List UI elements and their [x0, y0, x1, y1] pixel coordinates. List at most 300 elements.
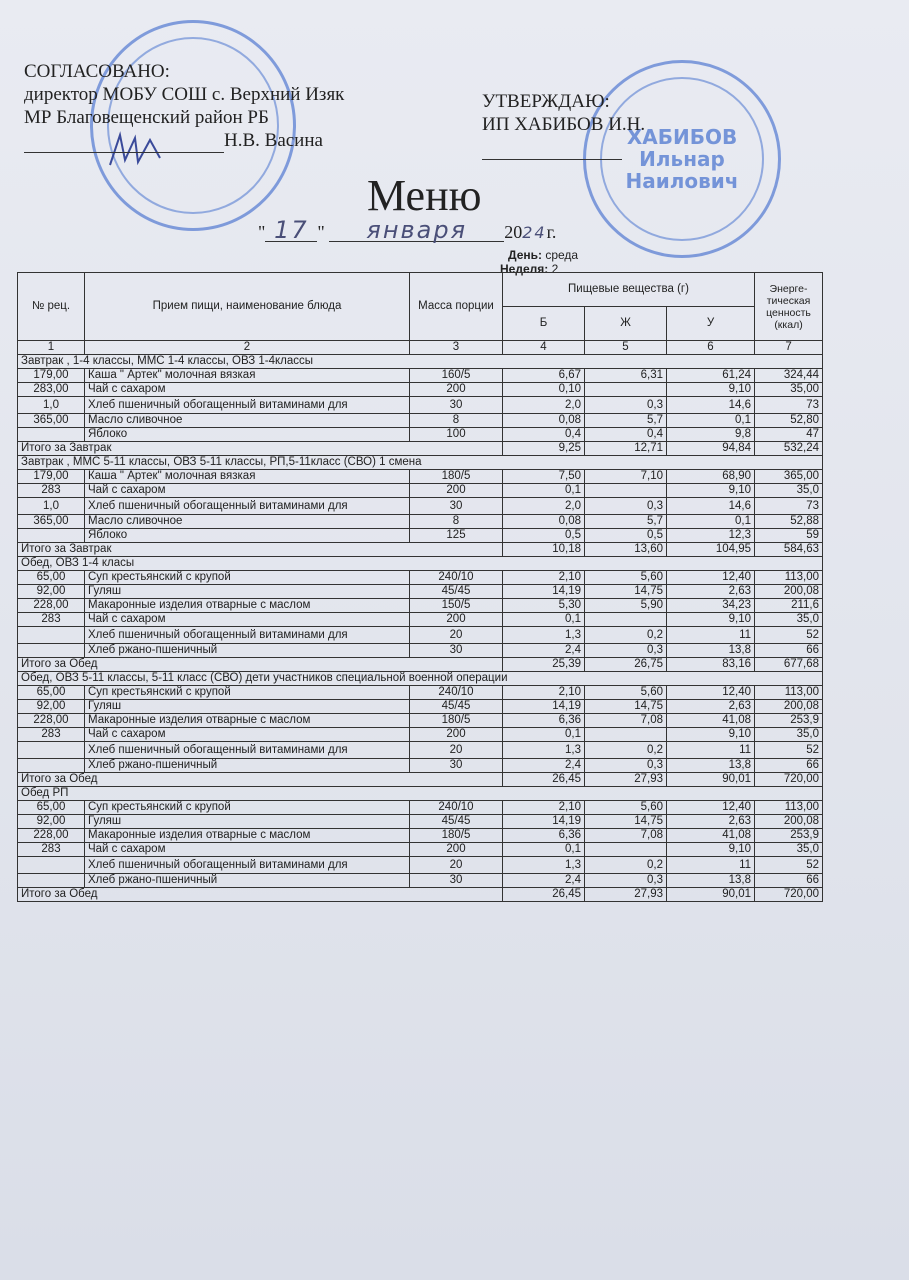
carbs-value: 12,3 — [667, 529, 755, 543]
carbs-value: 9,10 — [667, 484, 755, 498]
section-title: Завтрак , ММС 5-11 классы, ОВЗ 5-11 классы, РП,5-11класс (СВО) 1 смена — [18, 456, 823, 470]
portion-mass: 180/5 — [410, 470, 503, 484]
recipe-number — [18, 644, 85, 658]
portion-mass: 150/5 — [410, 599, 503, 613]
dish-name: Суп крестьянский с крупой — [85, 686, 410, 700]
recipe-number: 179,00 — [18, 470, 85, 484]
carbs-value: 13,8 — [667, 644, 755, 658]
header-rec: № рец. — [18, 273, 85, 341]
recipe-number — [18, 857, 85, 874]
dish-name: Гуляш — [85, 700, 410, 714]
fat-value: 0,3 — [585, 874, 667, 888]
fat-value: 5,60 — [585, 801, 667, 815]
energy-value: 52 — [755, 857, 823, 874]
carbs-value: 12,40 — [667, 571, 755, 585]
recipe-number: 92,00 — [18, 585, 85, 599]
dish-name: Хлеб ржано-пшеничный — [85, 759, 410, 773]
section-title: Завтрак , 1-4 классы, МMC 1-4 классы, ОВЗ 1-4классы — [18, 355, 823, 369]
energy-value: 113,00 — [755, 571, 823, 585]
dish-name: Макаронные изделия отварные с маслом — [85, 714, 410, 728]
col-number: 4 — [503, 341, 585, 355]
fat-value: 7,10 — [585, 470, 667, 484]
confirm-signature-line — [482, 136, 645, 160]
recipe-number — [18, 627, 85, 644]
dish-row — [18, 874, 823, 888]
date-year-suffix: 24 — [522, 223, 547, 242]
fat-value: 5,7 — [585, 414, 667, 428]
energy-value: 35,0 — [755, 484, 823, 498]
section-row — [18, 557, 823, 571]
energy-value: 365,00 — [755, 470, 823, 484]
dish-name: Чай с сахаром — [85, 843, 410, 857]
recipe-number — [18, 759, 85, 773]
total-row — [18, 773, 823, 787]
total-value: 26,45 — [503, 888, 585, 902]
portion-mass: 100 — [410, 428, 503, 442]
portion-mass: 8 — [410, 414, 503, 428]
portion-mass: 240/10 — [410, 801, 503, 815]
fat-value: 7,08 — [585, 829, 667, 843]
col-number: 3 — [410, 341, 503, 355]
recipe-number — [18, 742, 85, 759]
total-value: 90,01 — [667, 888, 755, 902]
fat-value: 0,3 — [585, 397, 667, 414]
date-day: 17 — [265, 219, 317, 242]
confirm-block — [482, 90, 645, 160]
recipe-number: 283 — [18, 484, 85, 498]
fat-value: 7,08 — [585, 714, 667, 728]
fat-value — [585, 613, 667, 627]
dish-row — [18, 515, 823, 529]
recipe-number: 179,00 — [18, 369, 85, 383]
total-value: 12,71 — [585, 442, 667, 456]
recipe-number: 65,00 — [18, 801, 85, 815]
dish-row — [18, 571, 823, 585]
dish-name: Каша " Артек" молочная вязкая — [85, 470, 410, 484]
dish-row — [18, 627, 823, 644]
section-title: Обед, ОВЗ 1-4 класы — [18, 557, 823, 571]
date-month: января — [329, 219, 504, 242]
total-value: 584,63 — [755, 543, 823, 557]
dish-row — [18, 414, 823, 428]
column-number-row — [18, 341, 823, 355]
day-line — [508, 248, 578, 262]
portion-mass: 30 — [410, 759, 503, 773]
fat-value: 14,75 — [585, 700, 667, 714]
carbs-value: 2,63 — [667, 700, 755, 714]
energy-value: 35,0 — [755, 728, 823, 742]
dish-name: Макаронные изделия отварные с маслом — [85, 829, 410, 843]
section-row — [18, 787, 823, 801]
dish-row — [18, 383, 823, 397]
protein-value: 6,36 — [503, 829, 585, 843]
carbs-value: 68,90 — [667, 470, 755, 484]
protein-value: 0,08 — [503, 515, 585, 529]
portion-mass: 45/45 — [410, 815, 503, 829]
dish-name: Макаронные изделия отварные с маслом — [85, 599, 410, 613]
dish-row — [18, 829, 823, 843]
fat-value: 5,7 — [585, 515, 667, 529]
recipe-number — [18, 529, 85, 543]
protein-value: 2,4 — [503, 644, 585, 658]
dish-row — [18, 801, 823, 815]
portion-mass: 160/5 — [410, 369, 503, 383]
approval-block — [24, 60, 344, 153]
fat-value — [585, 843, 667, 857]
dish-name: Гуляш — [85, 815, 410, 829]
total-value: 9,25 — [503, 442, 585, 456]
carbs-value: 9,10 — [667, 383, 755, 397]
carbs-value: 41,08 — [667, 829, 755, 843]
recipe-number: 92,00 — [18, 815, 85, 829]
dish-row — [18, 700, 823, 714]
energy-value: 200,08 — [755, 815, 823, 829]
dish-row — [18, 843, 823, 857]
header-protein: Б — [503, 307, 585, 341]
recipe-number: 65,00 — [18, 571, 85, 585]
energy-value: 324,44 — [755, 369, 823, 383]
portion-mass: 200 — [410, 613, 503, 627]
recipe-number: 65,00 — [18, 686, 85, 700]
col-number: 6 — [667, 341, 755, 355]
dish-row — [18, 599, 823, 613]
portion-mass: 180/5 — [410, 714, 503, 728]
fat-value — [585, 484, 667, 498]
approval-district: МР Благовещенский район РБ — [24, 107, 269, 128]
energy-value: 52 — [755, 627, 823, 644]
carbs-value: 11 — [667, 742, 755, 759]
protein-value: 2,0 — [503, 397, 585, 414]
date-quote: " — [258, 222, 266, 242]
protein-value: 2,10 — [503, 686, 585, 700]
protein-value: 0,1 — [503, 843, 585, 857]
dish-row — [18, 498, 823, 515]
total-label: Итого за Завтрак — [18, 442, 503, 456]
dish-name: Гуляш — [85, 585, 410, 599]
recipe-number: 365,00 — [18, 515, 85, 529]
protein-value: 14,19 — [503, 585, 585, 599]
recipe-number: 283 — [18, 843, 85, 857]
week-value: 2 — [551, 262, 559, 276]
total-value: 13,60 — [585, 543, 667, 557]
portion-mass: 20 — [410, 627, 503, 644]
protein-value: 6,67 — [503, 369, 585, 383]
section-title: Обед, ОВЗ 5-11 классы, 5-11 класс (СВО) дети участников специальной военной операции — [18, 672, 823, 686]
recipe-number: 92,00 — [18, 700, 85, 714]
fat-value: 14,75 — [585, 585, 667, 599]
total-value: 27,93 — [585, 773, 667, 787]
energy-value: 200,08 — [755, 700, 823, 714]
dish-name: Хлеб пшеничный обогащенный витаминами для — [85, 627, 410, 644]
dish-name: Чай с сахаром — [85, 383, 410, 397]
total-row — [18, 442, 823, 456]
total-value: 83,16 — [667, 658, 755, 672]
total-label: Итого за Обед — [18, 888, 503, 902]
energy-value: 35,0 — [755, 613, 823, 627]
total-value: 90,01 — [667, 773, 755, 787]
dish-row — [18, 644, 823, 658]
protein-value: 0,4 — [503, 428, 585, 442]
fat-value: 5,60 — [585, 686, 667, 700]
energy-value: 66 — [755, 759, 823, 773]
dish-name: Хлеб ржано-пшеничный — [85, 874, 410, 888]
total-value: 677,68 — [755, 658, 823, 672]
header-energy: Энерге-тическая ценность (ккал) — [755, 273, 823, 341]
portion-mass: 30 — [410, 397, 503, 414]
dish-row — [18, 714, 823, 728]
approval-signature-line — [24, 129, 344, 153]
recipe-number: 283 — [18, 728, 85, 742]
energy-value: 52,88 — [755, 515, 823, 529]
carbs-value: 9,10 — [667, 613, 755, 627]
energy-value: 73 — [755, 498, 823, 515]
portion-mass: 125 — [410, 529, 503, 543]
energy-value: 59 — [755, 529, 823, 543]
carbs-value: 13,8 — [667, 874, 755, 888]
energy-value: 113,00 — [755, 686, 823, 700]
dish-row — [18, 484, 823, 498]
carbs-value: 11 — [667, 627, 755, 644]
carbs-value: 14,6 — [667, 498, 755, 515]
protein-value: 7,50 — [503, 470, 585, 484]
dish-name: Хлеб ржано-пшеничный — [85, 644, 410, 658]
carbs-value: 2,63 — [667, 815, 755, 829]
total-value: 720,00 — [755, 888, 823, 902]
dish-row — [18, 369, 823, 383]
portion-mass: 45/45 — [410, 585, 503, 599]
carbs-value: 11 — [667, 857, 755, 874]
carbs-value: 14,6 — [667, 397, 755, 414]
protein-value: 0,1 — [503, 728, 585, 742]
approval-director: директор МОБУ СОШ с. Верхний Изяк — [24, 84, 345, 105]
total-value: 104,95 — [667, 543, 755, 557]
protein-value: 2,10 — [503, 571, 585, 585]
carbs-value: 9,8 — [667, 428, 755, 442]
date-year-end: г. — [546, 222, 557, 242]
dish-name: Масло сливочное — [85, 414, 410, 428]
portion-mass: 20 — [410, 857, 503, 874]
dish-name: Суп крестьянский с крупой — [85, 571, 410, 585]
section-row — [18, 456, 823, 470]
total-value: 532,24 — [755, 442, 823, 456]
protein-value: 14,19 — [503, 815, 585, 829]
section-row — [18, 672, 823, 686]
col-number: 5 — [585, 341, 667, 355]
protein-value: 0,1 — [503, 613, 585, 627]
carbs-value: 41,08 — [667, 714, 755, 728]
carbs-value: 13,8 — [667, 759, 755, 773]
dish-name: Чай с сахаром — [85, 613, 410, 627]
portion-mass: 240/10 — [410, 686, 503, 700]
dish-name: Масло сливочное — [85, 515, 410, 529]
dish-row — [18, 613, 823, 627]
dish-name: Яблоко — [85, 529, 410, 543]
fat-value: 0,2 — [585, 627, 667, 644]
energy-value: 66 — [755, 874, 823, 888]
recipe-number — [18, 874, 85, 888]
dish-row — [18, 686, 823, 700]
protein-value: 1,3 — [503, 742, 585, 759]
portion-mass: 200 — [410, 728, 503, 742]
fat-value — [585, 383, 667, 397]
energy-value: 35,0 — [755, 843, 823, 857]
energy-value: 200,08 — [755, 585, 823, 599]
dish-name: Суп крестьянский с крупой — [85, 801, 410, 815]
confirm-title: УТВЕРЖДАЮ: — [482, 91, 610, 112]
fat-value: 5,90 — [585, 599, 667, 613]
portion-mass: 180/5 — [410, 829, 503, 843]
dish-name: Хлеб пшеничный обогащенный витаминами для — [85, 397, 410, 414]
header-mass: Масса порции — [410, 273, 503, 341]
fat-value: 6,31 — [585, 369, 667, 383]
protein-value: 0,5 — [503, 529, 585, 543]
total-label: Итого за Обед — [18, 773, 503, 787]
fat-value: 0,2 — [585, 742, 667, 759]
portion-mass: 8 — [410, 515, 503, 529]
carbs-value: 2,63 — [667, 585, 755, 599]
protein-value: 1,3 — [503, 627, 585, 644]
menu-body — [18, 355, 823, 902]
dish-row — [18, 470, 823, 484]
recipe-number: 1,0 — [18, 498, 85, 515]
carbs-value: 34,23 — [667, 599, 755, 613]
dish-name: Хлеб пшеничный обогащенный витаминами для — [85, 742, 410, 759]
fat-value: 0,4 — [585, 428, 667, 442]
dish-row — [18, 428, 823, 442]
energy-value: 47 — [755, 428, 823, 442]
total-row — [18, 888, 823, 902]
energy-value: 66 — [755, 644, 823, 658]
protein-value: 1,3 — [503, 857, 585, 874]
energy-value: 35,00 — [755, 383, 823, 397]
total-label: Итого за Завтрак — [18, 543, 503, 557]
protein-value: 5,30 — [503, 599, 585, 613]
portion-mass: 20 — [410, 742, 503, 759]
recipe-number: 283,00 — [18, 383, 85, 397]
col-number: 2 — [85, 341, 410, 355]
dish-name: Каша " Артек" молочная вязкая — [85, 369, 410, 383]
week-label: Неделя: — [500, 262, 549, 276]
total-value: 720,00 — [755, 773, 823, 787]
dish-row — [18, 728, 823, 742]
energy-value: 52 — [755, 742, 823, 759]
confirm-signer: ИП ХАБИБОВ И.Н. — [482, 114, 646, 135]
dish-row — [18, 759, 823, 773]
protein-value: 0,10 — [503, 383, 585, 397]
energy-value: 73 — [755, 397, 823, 414]
col-number: 1 — [18, 341, 85, 355]
fat-value — [585, 728, 667, 742]
fat-value: 0,3 — [585, 644, 667, 658]
carbs-value: 0,1 — [667, 414, 755, 428]
total-value: 26,45 — [503, 773, 585, 787]
portion-mass: 30 — [410, 874, 503, 888]
date-line — [258, 216, 557, 244]
portion-mass: 200 — [410, 383, 503, 397]
header-nutrients: Пищевые вещества (г) — [503, 273, 755, 307]
fat-value: 0,5 — [585, 529, 667, 543]
section-row — [18, 355, 823, 369]
energy-value: 113,00 — [755, 801, 823, 815]
energy-value: 253,9 — [755, 714, 823, 728]
energy-value: 211,6 — [755, 599, 823, 613]
protein-value: 2,0 — [503, 498, 585, 515]
total-value: 94,84 — [667, 442, 755, 456]
dish-name: Чай с сахаром — [85, 484, 410, 498]
header-carbs: У — [667, 307, 755, 341]
col-number: 7 — [755, 341, 823, 355]
date-quote: " — [317, 222, 325, 242]
fat-value: 5,60 — [585, 571, 667, 585]
recipe-number: 1,0 — [18, 397, 85, 414]
carbs-value: 12,40 — [667, 801, 755, 815]
fat-value: 0,3 — [585, 759, 667, 773]
total-label: Итого за Обед — [18, 658, 503, 672]
menu-table — [17, 272, 823, 902]
recipe-number: 365,00 — [18, 414, 85, 428]
protein-value: 2,4 — [503, 759, 585, 773]
carbs-value: 9,10 — [667, 843, 755, 857]
approval-signer: Н.В. Васина — [224, 130, 323, 151]
approval-title: СОГЛАСОВАНО: — [24, 61, 170, 82]
section-title: Обед РП — [18, 787, 823, 801]
protein-value: 0,1 — [503, 484, 585, 498]
fat-value: 14,75 — [585, 815, 667, 829]
recipe-number: 228,00 — [18, 599, 85, 613]
recipe-number: 228,00 — [18, 829, 85, 843]
dish-row — [18, 857, 823, 874]
protein-value: 0,08 — [503, 414, 585, 428]
dish-row — [18, 397, 823, 414]
dish-row — [18, 815, 823, 829]
fat-value: 0,3 — [585, 498, 667, 515]
portion-mass: 30 — [410, 644, 503, 658]
date-year-prefix: 20 — [504, 222, 523, 242]
protein-value: 2,10 — [503, 801, 585, 815]
total-value: 25,39 — [503, 658, 585, 672]
day-value: среда — [545, 248, 579, 262]
total-value: 10,18 — [503, 543, 585, 557]
protein-value: 6,36 — [503, 714, 585, 728]
total-row — [18, 543, 823, 557]
recipe-number — [18, 428, 85, 442]
recipe-number: 228,00 — [18, 714, 85, 728]
carbs-value: 61,24 — [667, 369, 755, 383]
total-value: 27,93 — [585, 888, 667, 902]
page-title: Меню — [367, 171, 482, 220]
dish-row — [18, 585, 823, 599]
portion-mass: 30 — [410, 498, 503, 515]
header-name: Прием пищи, наименование блюда — [85, 273, 410, 341]
portion-mass: 200 — [410, 484, 503, 498]
header-fat: Ж — [585, 307, 667, 341]
total-row — [18, 658, 823, 672]
portion-mass: 240/10 — [410, 571, 503, 585]
fat-value: 0,2 — [585, 857, 667, 874]
dish-name: Хлеб пшеничный обогащенный витаминами для — [85, 498, 410, 515]
dish-name: Чай с сахаром — [85, 728, 410, 742]
protein-value: 14,19 — [503, 700, 585, 714]
carbs-value: 9,10 — [667, 728, 755, 742]
total-value: 26,75 — [585, 658, 667, 672]
protein-value: 2,4 — [503, 874, 585, 888]
carbs-value: 0,1 — [667, 515, 755, 529]
energy-value: 253,9 — [755, 829, 823, 843]
dish-name: Хлеб пшеничный обогащенный витаминами для — [85, 857, 410, 874]
stamp-text: ХАБИБОВ Ильнар Наилович — [625, 125, 739, 193]
carbs-value: 12,40 — [667, 686, 755, 700]
dish-row — [18, 742, 823, 759]
